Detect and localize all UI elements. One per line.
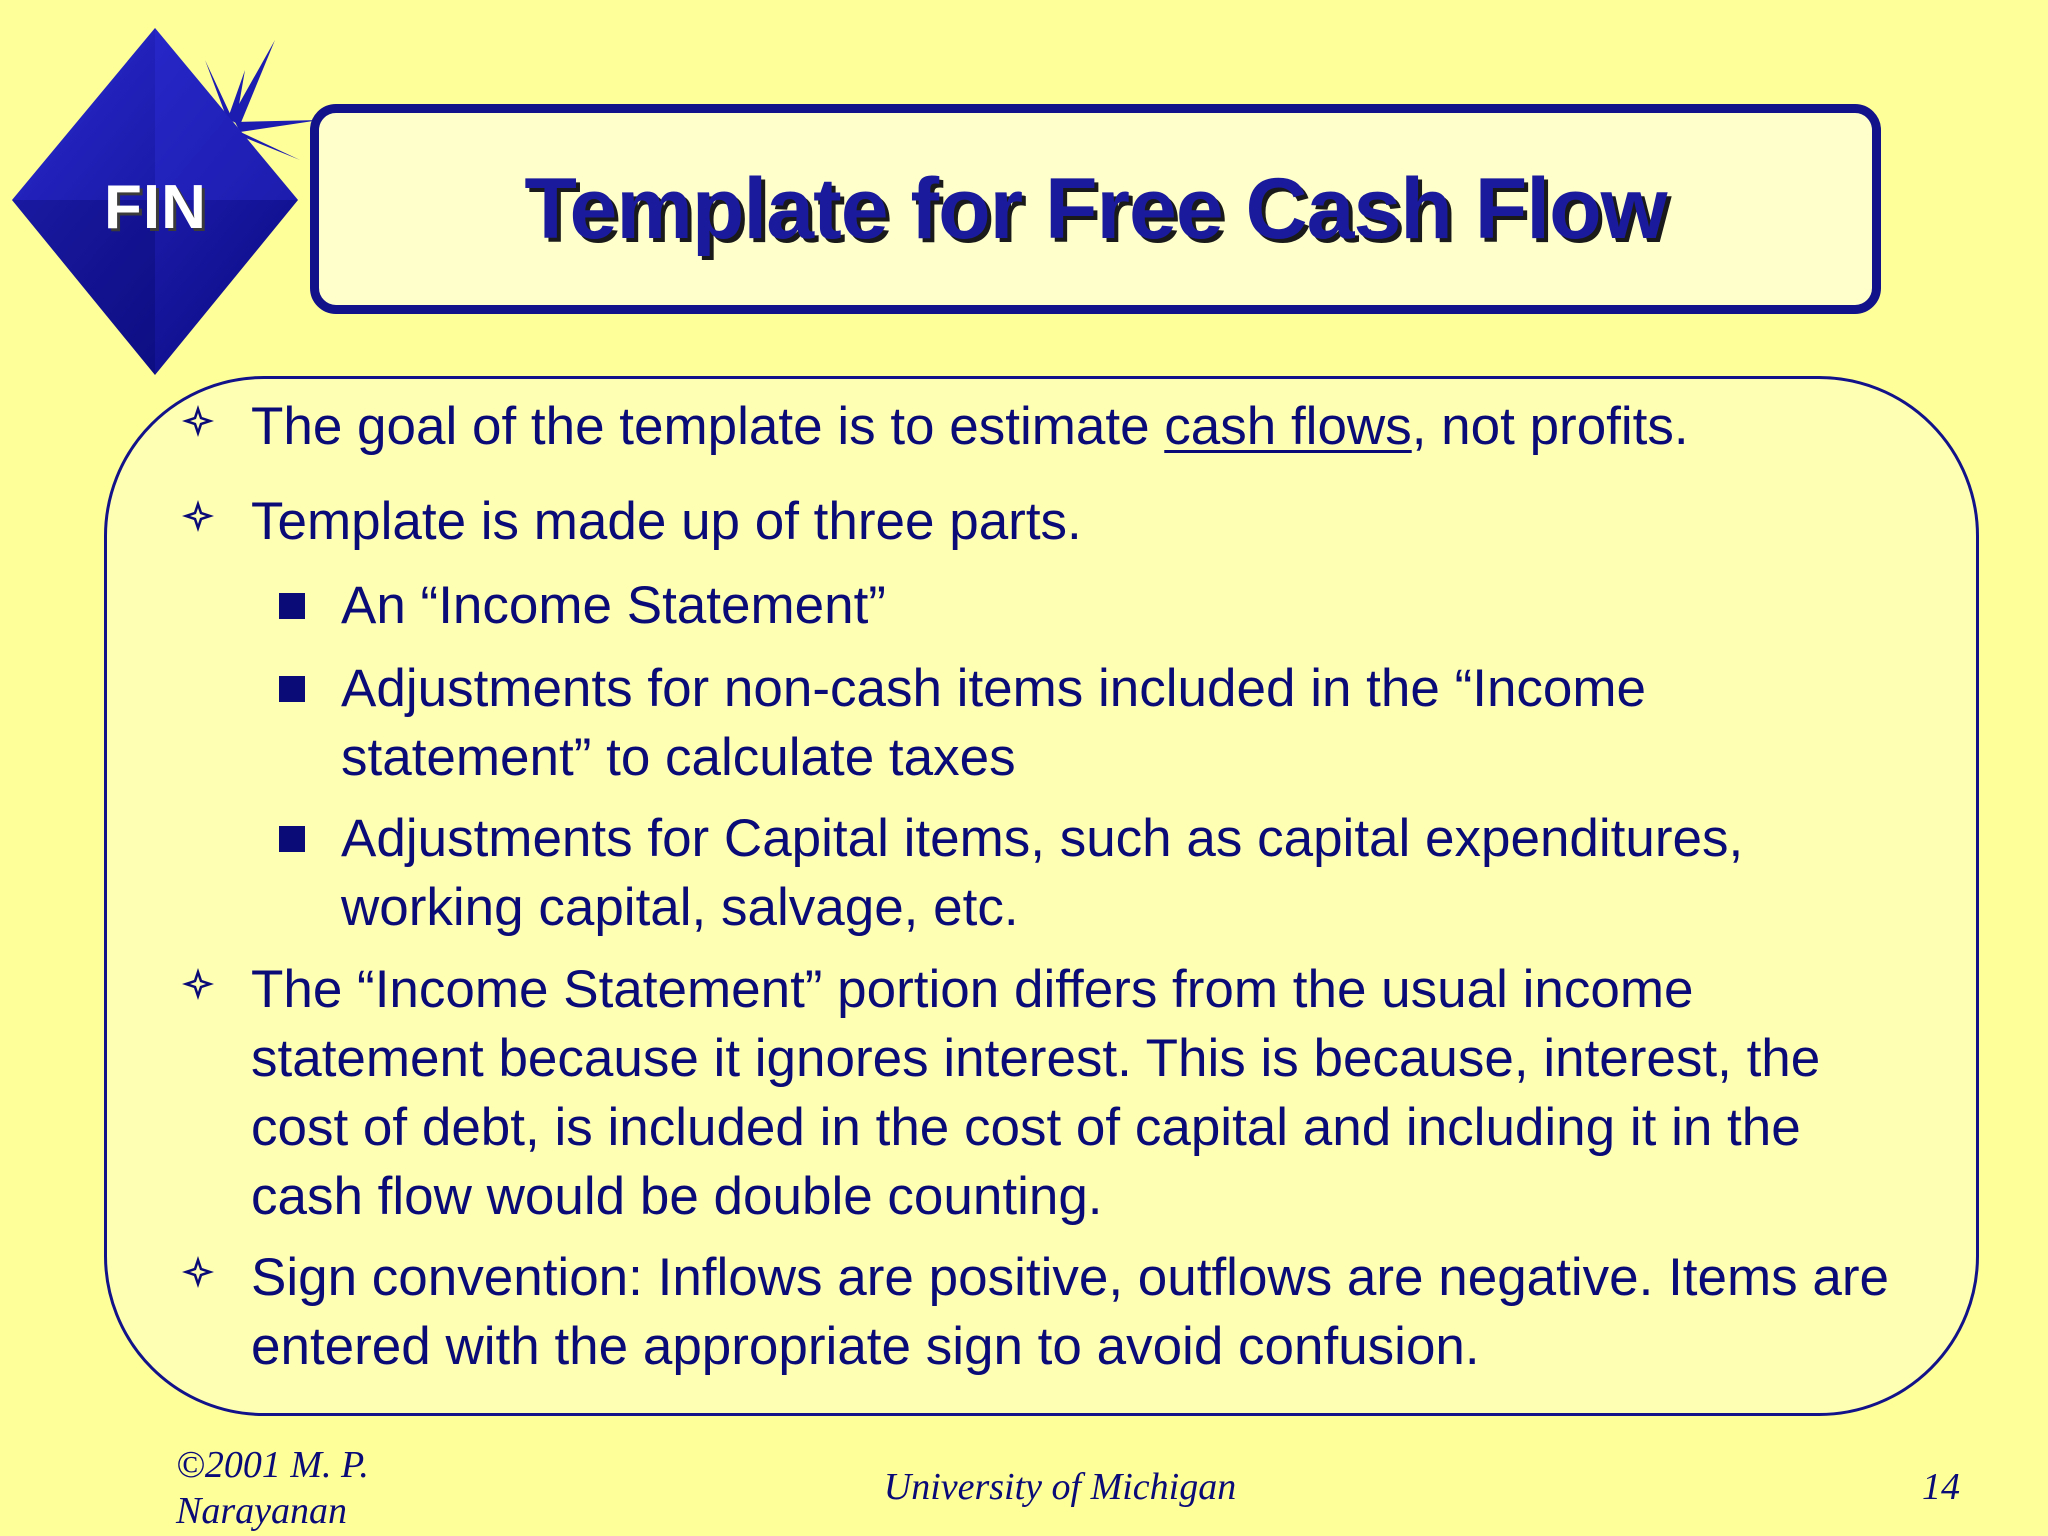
bullet-text: The goal of the template is to estimate [251, 397, 1165, 456]
bullet-text: The “Income Statement” portion differs from the usual income statement because it ignores interest. This is because, interest, the cost of debt, is included in the cost of capital and including it in the cash flow would be double counting. [251, 960, 1821, 1226]
footer-copyright: ©2001 M. P. Narayanan [176, 1444, 369, 1532]
bullet-text: Sign convention: Inflows are positive, outflows are negative. Items are entered with the appropriate sign to avoid confusion. [251, 1248, 1889, 1376]
page-number: 14 [1922, 1466, 1960, 1508]
footer-institution: University of Michigan [883, 1466, 1237, 1508]
content-box [104, 376, 1979, 1416]
title-box [310, 104, 1881, 314]
sub-bullet-text: An “Income Statement” [341, 576, 886, 635]
page-title: Template for Free Cash Flow [524, 160, 1667, 257]
bullet-underlined-text: cash flows [1164, 397, 1412, 456]
sub-bullet-text: Adjustments for non-cash items included in the “Income statement” to calculate taxes [341, 659, 1647, 787]
fin-logo [0, 0, 330, 390]
bullet-text: , not profits. [1411, 397, 1689, 456]
logo-text: FIN [104, 173, 207, 242]
bullet-text: Template is made up of three parts. [251, 492, 1082, 551]
sub-bullet-text: Adjustments for Capital items, such as capital expenditures, working capital, salvage, etc. [341, 809, 1744, 937]
